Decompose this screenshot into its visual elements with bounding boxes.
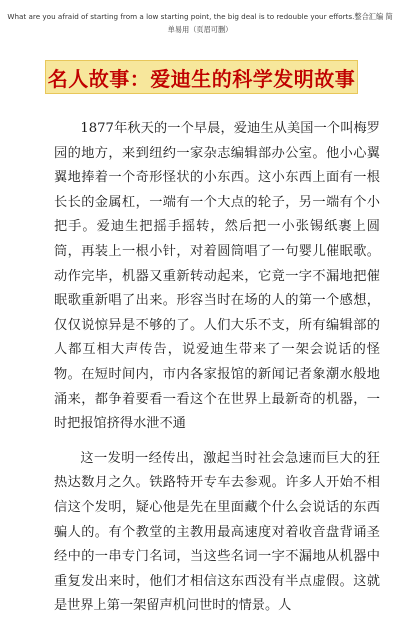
article-body: [54, 117, 380, 629]
article-title-banner: [45, 60, 358, 94]
paragraph-1: 1877年秋天的一个早晨，爱迪生从美国一个叫梅罗园的地方，来到纽约一家杂志编辑部办公室。他小心翼翼地捧着一个奇形怪状的小东西。这小东西上面有一根长长的金属杠，一端有一个大点的轮子，另一端有个小把手。爱迪生把摇手摇转，然后把一小张锡纸裹上圆筒，再装上一根小针，对着圆筒唱了一句婴儿催眠歌。动作完毕，机器又重新转动起来，它竟一字不漏地把催眠歌重新唱了出来。形容当时在场的人的第一个感想，仅仅说惊异是不够的了。人们大乐不支，所有编辑部的人都互相大声传告，说爱迪生带来了一架会说话的怪物。在短时间内，市内各家报馆的新闻记者象潮水般地涌来，都争着要看一看这个在世界上最新奇的机器，一时把报馆挤得水泄不通: [54, 121, 380, 432]
header-line-2: 单易用（页眉可删）: [167, 25, 233, 34]
article-title: 名人故事：爱迪生的科学发明故事: [47, 66, 356, 91]
page-header: [0, 0, 400, 40]
header-line-1: What are you afraid of starting from a low starting point, the big deal is to redouble your efforts.整合汇编 简: [7, 12, 393, 21]
paragraph-2: 这一发明一经传出，激起当时社会急速而巨大的狂热达数月之久。铁路特开专车去参观。许多人开始不相信这个发明，疑心他是先在里面藏个什么会说话的东西骗人的。有个教堂的主教用最高速度对着收音盘背诵圣经中的一串专门名词，当这些名词一字不漏地从机器中重复发出来时，他们才相信这东西没有半点虚假。这就是世界上第一架留声机问世时的情景。人: [54, 450, 380, 614]
